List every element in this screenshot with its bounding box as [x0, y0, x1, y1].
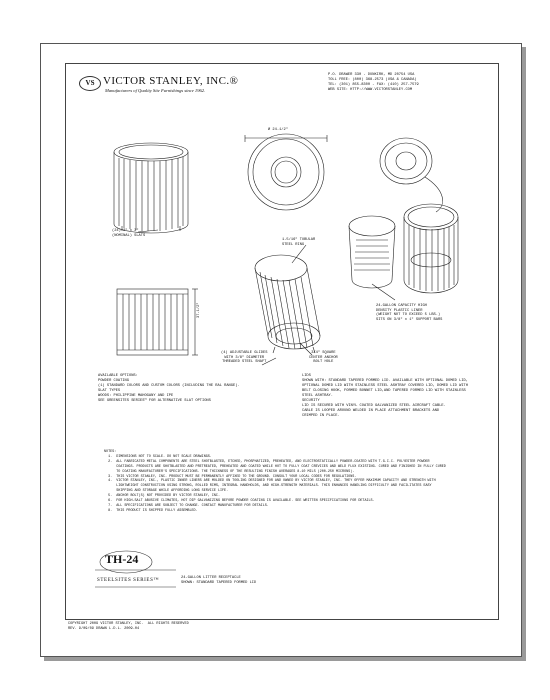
note-line: 7. ALL SPECIFICATIONS ARE SUBJECT TO CHANGE. CONTACT MANUFACTURER FOR DETAILS. — [104, 503, 269, 508]
options-line: WOODS: PHILIPPINE MAHOGANY AND IPE — [98, 394, 174, 398]
revision-line: REV. 9/09/09 DRAWN L.D.L. 2009-04 — [68, 627, 140, 631]
product-description — [181, 576, 256, 586]
lids-line: SHOWN WITH: STANDARD TAPERED FORMED LID. AVAILABLE WITH OPTIONAL DOMED LID, — [302, 379, 468, 383]
note-line: LIGHTWEIGHT CONSTRUCTION USING STRONG, ROLLED RIMS, INTEGRAL HANDHOLDS, AND HIGH-STRENGTH MATERIALS. THIS ENHANCES HANDLING DIFFICULTY AND FACILITATES EASY — [104, 484, 432, 489]
options-line: SLAT TYPES — [98, 389, 121, 393]
note-line: 1. DIMENSIONS NOT TO SCALE. DO NOT SCALE DRAWINGS. — [104, 454, 212, 459]
model-number: TH-24 — [105, 552, 139, 566]
company-logo-mark: VS — [79, 76, 101, 91]
contact-tel-fax: TEL: (301) 855-8300 - FAX: (410) 257-7579 — [328, 83, 419, 87]
note-line: 2. ALL FABRICATED METAL COMPONENTS ARE STEEL SHOTBLASTED, ETCHED, PHOSPHATIZED, PREHEATED, AND ELECTROSTATICALLY POWDER-COATED WITH T.G.I.C. POLYESTER POWDER — [104, 459, 430, 464]
glides-callout: (4) ADJUSTABLE GLIDES WITH 3/8" DIAMETER THREADED STEEL SHAFT — [221, 351, 268, 364]
note-line: 6. FOR HIGH-SALT ABUSIVE CLIMATES, HOT DIP GALVANIZING BEFORE POWDER COATING IS AVAILABLE. SEE WRITTEN SPECIFICATIONS FOR DETAILS. — [104, 499, 375, 504]
anchor-callout: 3/4" SQUARE CENTER ANCHOR BOLT HOLE — [309, 351, 338, 364]
company-name: VICTOR STANLEY, INC.® — [103, 75, 239, 87]
contact-website: WEB SITE: HTTP://WWW.VICTORSTANLEY.COM — [328, 88, 413, 92]
slats-callout: (24) 2" x 3" (NOMINAL) SLATS — [112, 229, 146, 238]
ring-callout: 1-5/16" TUBULAR STEEL RING — [282, 238, 316, 247]
note-line: 5. ANCHOR BOLT(S) NOT PROVIDED BY VICTOR STANLEY, INC. — [104, 494, 220, 499]
description-line: 24-GALLON LITTER RECEPTACLE — [181, 576, 241, 580]
options-line: (1) STANDARD COLORS AND CUSTOM COLORS (INCLUDING THE RAL RANGE). — [98, 384, 240, 388]
description-line: SHOWN: STANDARD TAPERED FORMED LID — [181, 581, 257, 585]
height-callout: 37-1/2" — [197, 302, 201, 318]
options-line: AVAILABLE OPTIONS: — [98, 374, 138, 378]
notes-heading: NOTES: — [104, 450, 117, 454]
note-line: COATINGS. PRODUCTS ARE SHOTBLASTED AND PRETREATED, PREHEATED AND COATED WHILE HOT TO FULLY COAT CREVICES AND WELD FLUX EXISTING. CURED AND FINISHED IN FULLY CURED — [104, 464, 446, 469]
lids-line: OPTIONAL DOMED LID WITH STAINLESS STEEL ASHTRAY COVERED LID, DOMED LID WITH — [302, 384, 468, 388]
security-line: CABLE IS LOOPED AROUND WELDED IN PLACE ATTACHMENT BRACKETS AND — [302, 409, 440, 413]
security-line: SECURITY — [302, 399, 320, 403]
contact-toll-free: TOLL FREE: (800) 368-2573 (USA & CANADA) — [328, 78, 417, 82]
liner-callout: 24-GALLON CAPACITY HIGH DENSITY PLASTIC LINER (WEIGHT NOT TO EXCEED 5 LBS.) SITS ON 3/8" x 1" SUPPORT BARS — [376, 304, 443, 322]
lids-line: LIDS — [302, 374, 311, 378]
note-line: SHIPPING AND STORAGE WHILE AFFORDING LONG SERVICE LIFE. — [104, 489, 229, 494]
note-line: TO COATING MANUFACTURER'S SPECIFICATIONS. THE THICKNESS OF THE RESULTING FINISH AVERAGES 8-10 MILS (200-250 MICRONS). — [104, 469, 355, 474]
product-series: STEELSITES SERIES™ — [97, 578, 159, 583]
company-tagline: Manufacturers of Quality Site Furnishings since 1962. — [105, 88, 206, 93]
note-line: 8. THIS PRODUCT IS SHIPPED FULLY ASSEMBLED. — [104, 508, 198, 513]
copyright-line: COPYRIGHT 2009 VICTOR STANLEY, INC. ALL RIGHTS RESERVED — [68, 622, 189, 626]
contact-address: P.O. DRAWER 330 - DUNKIRK, MD 20754 USA — [328, 73, 415, 77]
lids-line: STEEL ASHTRAY. — [302, 394, 333, 398]
security-line: LID IS SECURED WITH VINYL COATED GALVANIZED STEEL AIRCRAFT CABLE. — [302, 404, 446, 408]
security-line: CRIMPED IN PLACE. — [302, 414, 340, 418]
note-line: 4. VICTOR STANLEY, INC., PLASTIC INNER LINERS ARE MOLDED ON TOOLING DESIGNED FOR AND OWNED BY VICTOR STANLEY, INC. THEY OFFER MAXIMUM CAPACITY AND STRENGTH WITH — [104, 479, 436, 484]
lids-line: BELT CLOSING HOOK, FORMED BONNET LID,AND TAPERED FORMED LID WITH STAINLESS — [302, 389, 466, 393]
options-line: SEE GREENSITES SERIES™ FOR ALTERNATIVE SLAT OPTIONS — [98, 399, 211, 403]
options-line: POWDER COATING — [98, 379, 129, 383]
note-line: 3. THIS VICTOR STANLEY, INC. PRODUCT MUST BE PERMANENTLY AFFIXED TO THE GROUND. CONSULT YOUR LOCAL CODES FOR REGULATIONS. — [104, 474, 357, 479]
copyright-footer — [68, 622, 189, 632]
diameter-callout: Ø 24-1/2" — [268, 128, 288, 132]
